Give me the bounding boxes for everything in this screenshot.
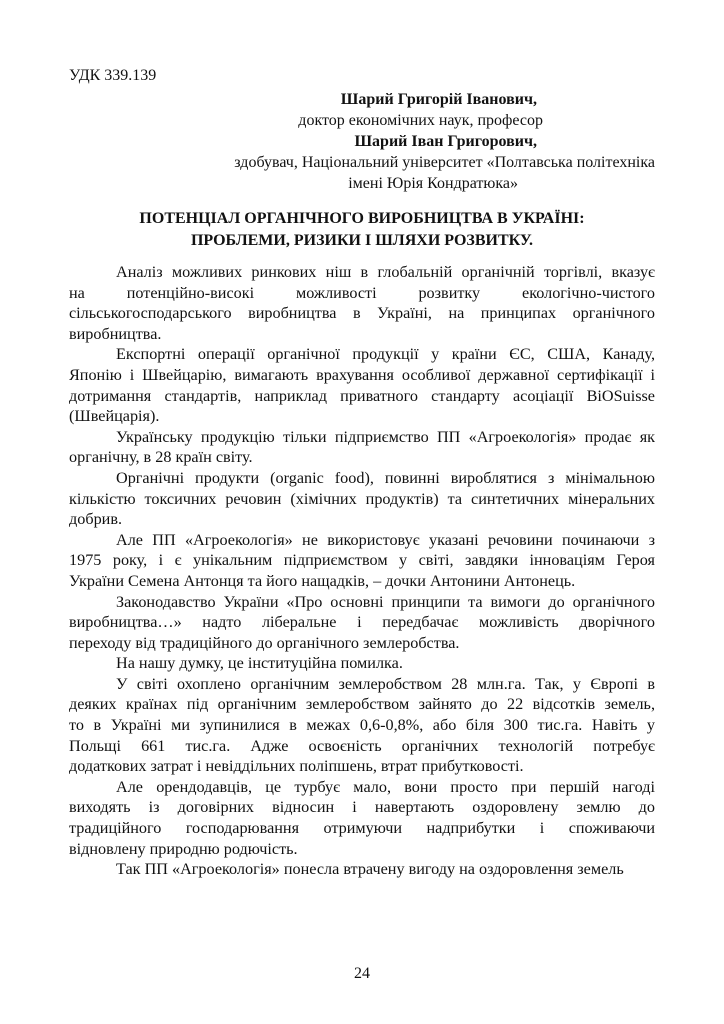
paragraph-line: Українську продукцію тільки підприємство ПП «Агроекологія» продає як: [116, 427, 655, 446]
author-block: [69, 89, 655, 194]
paragraph-line: Японію і Швейцарію, вимагають врахування особливої державної сертифікації і: [69, 365, 655, 384]
author-1-degree: доктор економічних наук, професор: [298, 112, 543, 129]
page-number: 24: [354, 965, 370, 982]
body-paragraph: [69, 468, 655, 530]
paragraph-line: додаткових затрат і невіддільних поліпшень, втрат прибутковості.: [69, 757, 524, 776]
body-text: [69, 262, 655, 880]
body-paragraph: [69, 653, 655, 674]
paragraph-line: Польщі 661 тис.га. Адже освоєність органічних технологій потребує: [69, 736, 655, 755]
paragraph-line: органічну, в 28 країн світу.: [69, 448, 253, 467]
body-paragraph: [69, 344, 655, 426]
paragraph-line: Так ПП «Агроекологія» понесла втрачену вигоду на оздоровлення земель: [116, 860, 624, 879]
paragraph-line: то в Україні ми зупинилися в межах 0,6-0,8%, або біля 300 тис.га. Навіть у: [69, 716, 655, 735]
body-paragraph: [69, 592, 655, 654]
paragraph-line: виходять із договірних відносин і навертають оздоровлену землю до: [69, 798, 655, 817]
author-1-name: Шарий Григорій Іванович,: [340, 91, 537, 108]
paragraph-line: добрив.: [69, 510, 123, 529]
paragraph-line: деяких країнах під органічним землеробством зайнято до 22 відсотків земель,: [69, 695, 655, 714]
paragraph-line: кількістю токсичних речовин (хімічних продуктів) та синтетичних мінеральних: [69, 489, 655, 508]
body-paragraph: [69, 859, 655, 880]
author-2-name: Шарий Іван Григорович,: [354, 133, 537, 150]
paragraph-line: Але орендодавців, це турбує мало, вони просто при першій нагоді: [116, 777, 655, 796]
body-paragraph: [69, 777, 655, 859]
paragraph-line: Але ПП «Агроекологія» не використовує указані речовини починаючи з: [116, 530, 655, 549]
paragraph-line: Органічні продукти (organic food), повинні вироблятися з мінімальною: [116, 468, 655, 487]
udk-code: УДК 339.139: [69, 67, 157, 84]
paragraph-line: (Швейцарія).: [69, 407, 160, 426]
paragraph-line: Експортні операції органічної продукції у країни ЄС, США, Канаду,: [116, 345, 655, 364]
paragraph-line: дотримання стандартів, наприклад приватного стандарту асоціації BiOSuisse: [69, 386, 655, 405]
paragraph-line: 1975 року, і є унікальним підприємством у світі, завдяки інноваціям Героя: [69, 551, 655, 570]
paragraph-line: сільськогосподарського виробництва в Україні, на принципах органічного: [69, 304, 655, 323]
paragraph-line: Законодавство України «Про основні принципи та вимоги до органічного: [116, 592, 655, 611]
body-paragraph: [69, 530, 655, 592]
paper-title: [69, 208, 655, 252]
paragraph-line: У світі охоплено органічним землеробством 28 млн.га. Так, у Європі в: [116, 674, 655, 693]
paragraph-line: На нашу думку, це інституційна помилка.: [116, 654, 403, 673]
body-paragraph: [69, 427, 655, 468]
paragraph-line: переходу від традиційного до органічного землеробства.: [69, 633, 460, 652]
author-2-affiliation-line-1: здобувач, Національний університет «Полтавська політехніка: [234, 154, 655, 171]
paragraph-line: виробництва.: [69, 324, 162, 343]
body-paragraph: [69, 262, 655, 344]
paragraph-line: відновлену природню родючість.: [69, 839, 298, 858]
author-2-affiliation-line-2: імені Юрія Кондратюка»: [348, 175, 518, 192]
paragraph-line: традиційного господарювання отримуючи надприбутки і споживаючи: [69, 819, 655, 838]
body-paragraph: [69, 674, 655, 777]
paper-title-line-1: ПОТЕНЦІАЛ ОРГАНІЧНОГО ВИРОБНИЦТВА В УКРАЇНІ:: [139, 210, 585, 227]
paragraph-line: Аналіз можливих ринкових ніш в глобальній органічній торгівлі, вказує: [116, 263, 655, 281]
paragraph-line: України Семена Антонця та його нащадків, – дочки Антонини Антонець.: [69, 571, 576, 590]
paragraph-line: на потенційно-високі можливості розвитку екологічно-чистого: [69, 283, 655, 302]
paper-title-line-2: ПРОБЛЕМИ, РИЗИКИ І ШЛЯХИ РОЗВИТКУ.: [190, 232, 534, 249]
paragraph-line: виробництва…» надто ліберальне і передбачає можливість дворічного: [69, 613, 655, 632]
